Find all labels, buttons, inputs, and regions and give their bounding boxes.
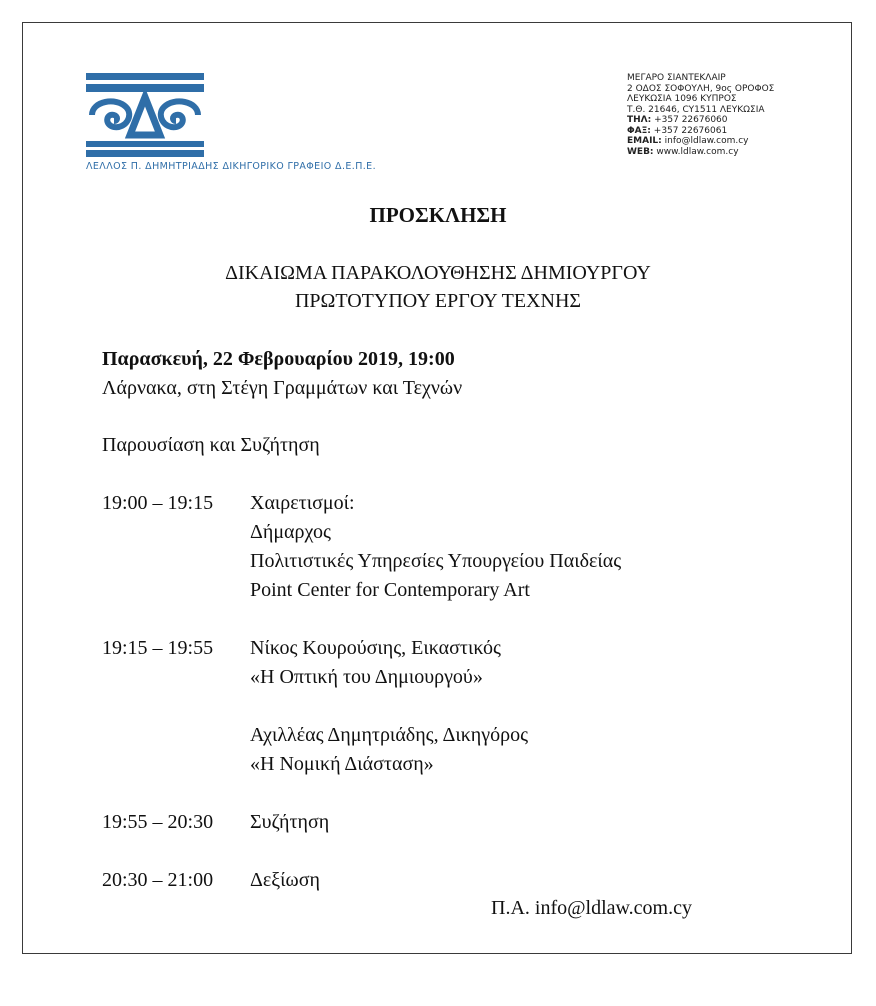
invitation-subtitle [0,259,876,315]
schedule-item-discussion: Συζήτηση [250,811,330,833]
fax-value: +357 22676061 [653,125,728,136]
subtitle-line-1: ΔΙΚΑΙΩΜΑ ΠΑΡΑΚΟΛΟΥΘΗΣΗΣ ΔΗΜΙΟΥΡΓΟΥ [225,262,651,284]
subtitle-line-2: ΠΡΩΤΟΤΥΠΟΥ ΕΡΓΟΥ ΤΕΧΝΗΣ [294,290,582,312]
email-value[interactable]: info@ldlaw.com.cy [664,136,749,146]
phone-label: ΤΗΛ: [627,115,652,125]
fax-label: ΦΑΞ: [627,125,651,136]
web-row [627,147,774,158]
phone-row [627,115,774,126]
schedule-item-cultural-services: Πολιτιστικές Υπηρεσίες Υπουργείου Παιδείας [250,550,622,572]
firm-name: ΛΕΛΛΟΣ Π. ΔΗΜΗΤΡΙΑΔΗΣ ΔΙΚΗΓΟΡΙΚΟ ΓΡΑΦΕΙΟ Δ.Ε.Π.Ε. [86,161,376,172]
web-label: WEB: [627,146,654,157]
event-venue: Λάρνακα, στη Στέγη Γραμμάτων και Τεχνών [102,377,463,399]
firm-address-block [627,73,774,157]
speaker-2-name: Αχιλλέας Δημητριάδης, Δικηγόρος [250,724,529,746]
email-row [627,136,774,147]
schedule-time-1: 19:00 – 19:15 [102,492,214,514]
schedule-time-4: 20:30 – 21:00 [102,869,214,891]
email-label: EMAIL: [627,136,662,146]
phone-value: +357 22676060 [654,115,728,125]
address-line-1: ΜΕΓΑΡΟ ΣΙΑΝΤΕΚΛΑΙΡ [627,73,726,83]
speaker-1-name: Νίκος Κουρούσιης, Εικαστικός [250,637,501,659]
schedule-item-mayor: Δήμαρχος [250,521,331,543]
schedule-item-point-center: Point Center for Contemporary Art [250,579,530,601]
event-date: Παρασκευή, 22 Φεβρουαρίου 2019, 19:00 [102,348,455,370]
schedule-item-reception: Δεξίωση [250,869,320,891]
schedule-time-3: 19:55 – 20:30 [102,811,214,833]
address-line-4: Τ.Θ. 21646, CY1511 ΛΕΥΚΩΣΙΑ [627,104,765,115]
invitation-title: ΠΡΟΣΚΛΗΣΗ [369,203,507,227]
fax-row [627,126,774,137]
web-value[interactable]: www.ldlaw.com.cy [656,146,739,157]
speaker-1-topic: «Η Οπτική του Δημιουργού» [250,666,483,688]
schedule-time-2: 19:15 – 19:55 [102,637,214,659]
schedule-item-greetings: Χαιρετισμοί: [250,492,355,514]
event-intro: Παρουσίαση και Συζήτηση [102,434,320,456]
speaker-2-topic: «Η Νομική Διάσταση» [250,753,434,775]
address-line-3: ΛΕΥΚΩΣΙΑ 1096 ΚΥΠΡΟΣ [627,94,737,104]
rsvp-contact[interactable]: Π.Α. info@ldlaw.com.cy [491,897,692,919]
firm-logo [86,73,204,157]
address-line-2: 2 ΟΔΟΣ ΣΟΦΟΥΛΗ, 9ος ΟΡΟΦΟΣ [627,83,775,94]
